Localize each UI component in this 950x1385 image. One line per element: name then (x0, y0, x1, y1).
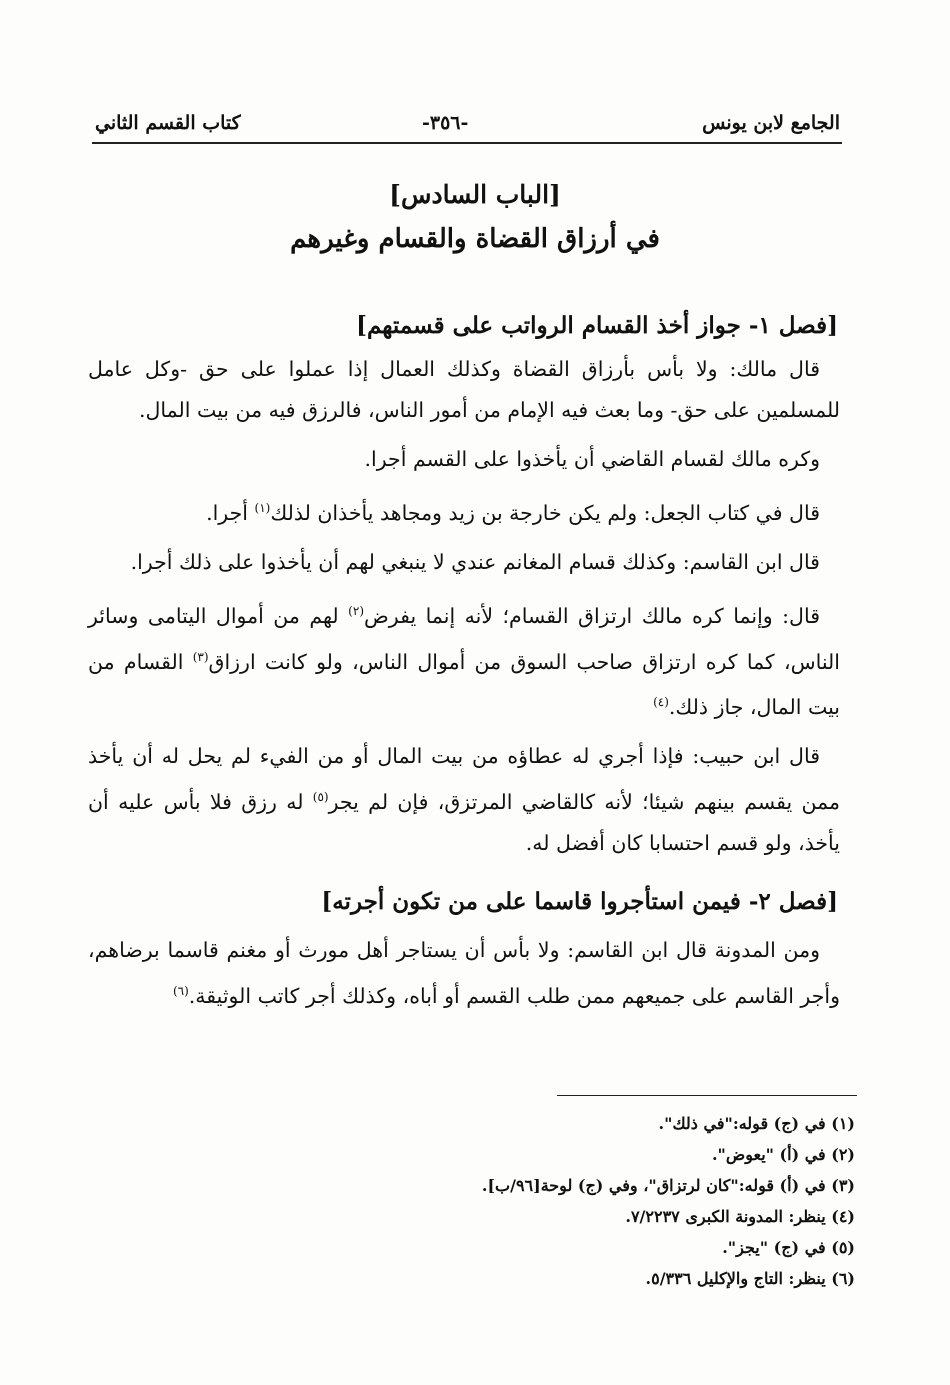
paragraph: ومن المدونة قال ابن القاسم: ولا بأس أن يستاجر أهل مورث أو مغنم قاسما برضاهم، وأجر القاسم على جميعهم ممن طلب القسم أو أباه، وكذلك أجر كاتب الوثيقة.$^{(٦)}$ (88, 938, 840, 1008)
section-heading-2: [فصل ٢- فيمن استأجروا قاسما على من تكون أجرته] (321, 888, 838, 915)
footnote-ref: (٥) (312, 790, 329, 805)
footnote: (١) في (ج) قوله:"في ذلك". (658, 1114, 855, 1133)
paragraph: قال مالك: ولا بأس بأرزاق القضاة وكذلك العمال إذا عملوا على حق -وكل عامل للمسلمين على حق- وما بعث فيه الإمام من أمور الناس، فالرزق فيه من بيت المال. (88, 357, 840, 422)
running-header-section: كتاب القسم الثاني (95, 112, 241, 134)
footnote: (٤) ينظر: المدونة الكبرى ٧/٢٢٣٧. (625, 1207, 855, 1226)
footnote-rule (557, 1095, 857, 1096)
footnote: (٦) ينظر: التاج والإكليل ٥/٣٣٦. (645, 1269, 855, 1288)
page-number: -٣٥٦- (422, 112, 469, 134)
paragraph: قال ابن القاسم: وكذلك قسام المغانم عندي لا ينبغي لهم أن يأخذوا على ذلك أجرا. (130, 549, 820, 574)
paragraph: قال في كتاب الجعل: ولم يكن خارجة بن زيد ومجاهد يأخذان لذلك$^{(١)}$ أجرا. (206, 500, 820, 525)
running-header-book-title: الجامع لابن يونس (702, 112, 840, 134)
footnote-ref: (٣) (192, 649, 209, 664)
chapter-title: [الباب السادس] (389, 180, 561, 209)
footnote-ref: (٦) (172, 984, 189, 998)
footnote-ref: (٢) (348, 603, 364, 618)
paragraph: قال ابن حبيب: فإذا أجري له عطاؤه من بيت المال أو من الفيء لم يحل له أن يأخذ ممن يقسم بينهم شيئا؛ لأنه كالقاضي المرتزق، فإن لم يجر$^{(٥)}$ له رزق فلا بأس عليه أن يأخذ، ولو قسم احتسابا كان أفضل له. (88, 744, 840, 856)
footnote: (٣) في (أ) قوله:"كان لرتزاق"، وفي (ج) لوحة[٩٦/ب]. (481, 1176, 855, 1195)
section-2-body (88, 930, 840, 1017)
paragraph: وكره مالك لقسام القاضي أن يأخذوا على القسم أجرا. (364, 447, 820, 471)
section-heading-1: [فصل ١- جواز أخذ القسام الرواتب على قسمتهم] (356, 312, 838, 339)
footnote-ref: (١) (254, 501, 271, 515)
footnotes (235, 1108, 855, 1294)
section-1-body (88, 349, 840, 864)
paragraph: قال: وإنما كره مالك ارتزاق القسام؛ لأنه إنما يفرض$^{(٢)}$ لهم من أموال اليتامى وسائر الناس، كما كره ارتزاق صاحب السوق من أموال الناس، ولو كانت ارزاق$^{(٣)}$ القسام من بيت المال، جاز ذلك.$^{(٤)}$ (88, 603, 840, 720)
header-rule (92, 142, 842, 144)
chapter-subtitle: في أرزاق القضاة والقسام وغيرهم (290, 224, 660, 254)
footnote: (٢) في (أ) "يعوض". (711, 1145, 855, 1164)
footnote-ref: (٤) (653, 695, 669, 710)
footnote: (٥) في (ج) "يجز". (722, 1238, 855, 1257)
